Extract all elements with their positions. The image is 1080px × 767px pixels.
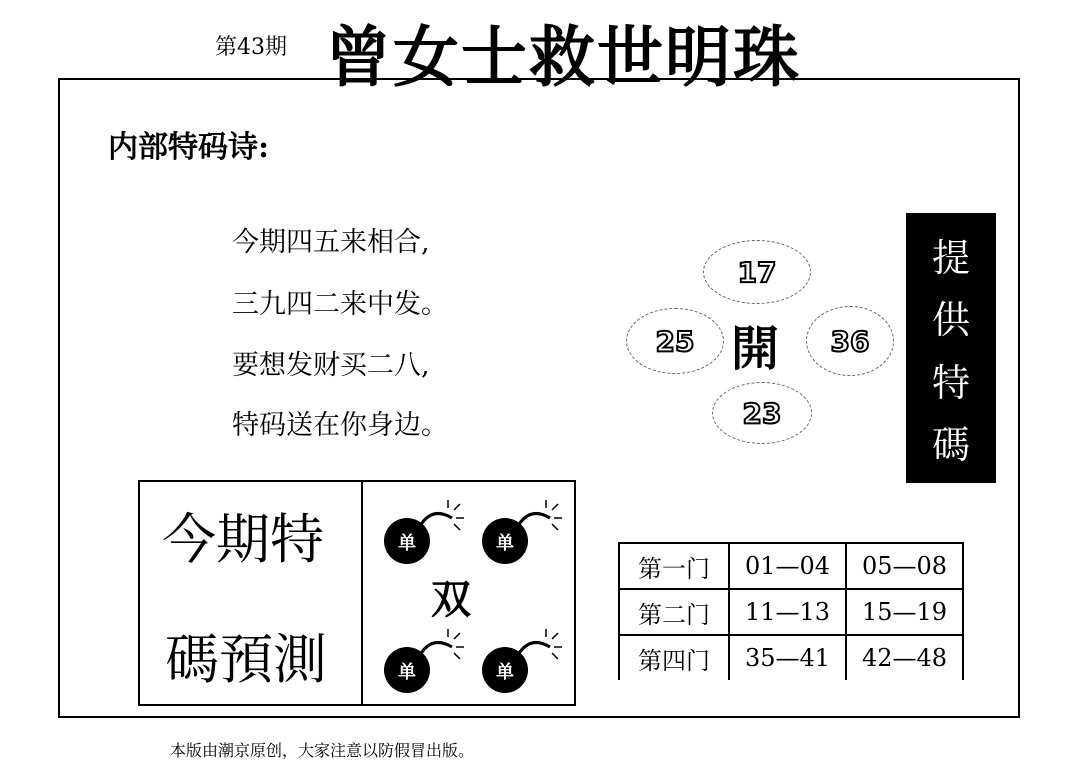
bomb-icon: [382, 645, 432, 695]
center-character: 開: [731, 321, 780, 377]
poem-line: 要想发财买二八,: [232, 350, 430, 381]
gate-range: 15—19: [846, 589, 963, 635]
number-top: 17: [703, 240, 811, 304]
gate-label: 第一门: [619, 543, 729, 589]
side-label-char: 碼: [931, 423, 970, 468]
bomb-label: 单: [398, 662, 416, 683]
number-bottom: 23: [712, 382, 812, 444]
bomb-icon: [480, 516, 530, 566]
gate-range: 35—41: [729, 635, 846, 680]
prediction-label-line2: 碼預測: [165, 628, 327, 691]
prediction-center: 双: [431, 576, 471, 623]
gate-range: 05—08: [846, 543, 963, 589]
side-label-char: 特: [931, 360, 970, 405]
prediction-divider: [361, 480, 363, 706]
side-label-char: 提: [931, 235, 970, 280]
bomb-label: 单: [496, 533, 514, 554]
poem-line: 今期四五来相合,: [232, 227, 430, 258]
issue-number: 第43期: [215, 35, 287, 60]
side-label: [906, 213, 996, 483]
poem-line: 特码送在你身边。: [232, 410, 448, 441]
footer-note: 本版由潮京原创，大家注意以防假冒出版。: [170, 741, 475, 760]
side-label-char: 供: [931, 298, 970, 343]
table-row: [619, 589, 963, 635]
bomb-icon: [382, 516, 432, 566]
gate-label: 第四门: [619, 635, 729, 680]
prediction-label-line1: 今期特: [162, 508, 324, 571]
gate-range: 11—13: [729, 589, 846, 635]
table-row: [619, 635, 963, 680]
bomb-label: 单: [398, 533, 416, 554]
table-row: [619, 543, 963, 589]
number-left: 25: [626, 308, 724, 374]
page-title: 曾女士救世明珠: [325, 18, 801, 96]
poem-line: 三九四二来中发。: [232, 289, 448, 320]
gate-range: 42—48: [846, 635, 963, 680]
gate-label: 第二门: [619, 589, 729, 635]
number-right: 36: [806, 306, 894, 376]
bomb-icon: [480, 645, 530, 695]
gates-table: [618, 542, 964, 680]
gate-range: 01—04: [729, 543, 846, 589]
bomb-label: 单: [496, 662, 514, 683]
poem-heading: 内部特码诗:: [108, 130, 270, 165]
